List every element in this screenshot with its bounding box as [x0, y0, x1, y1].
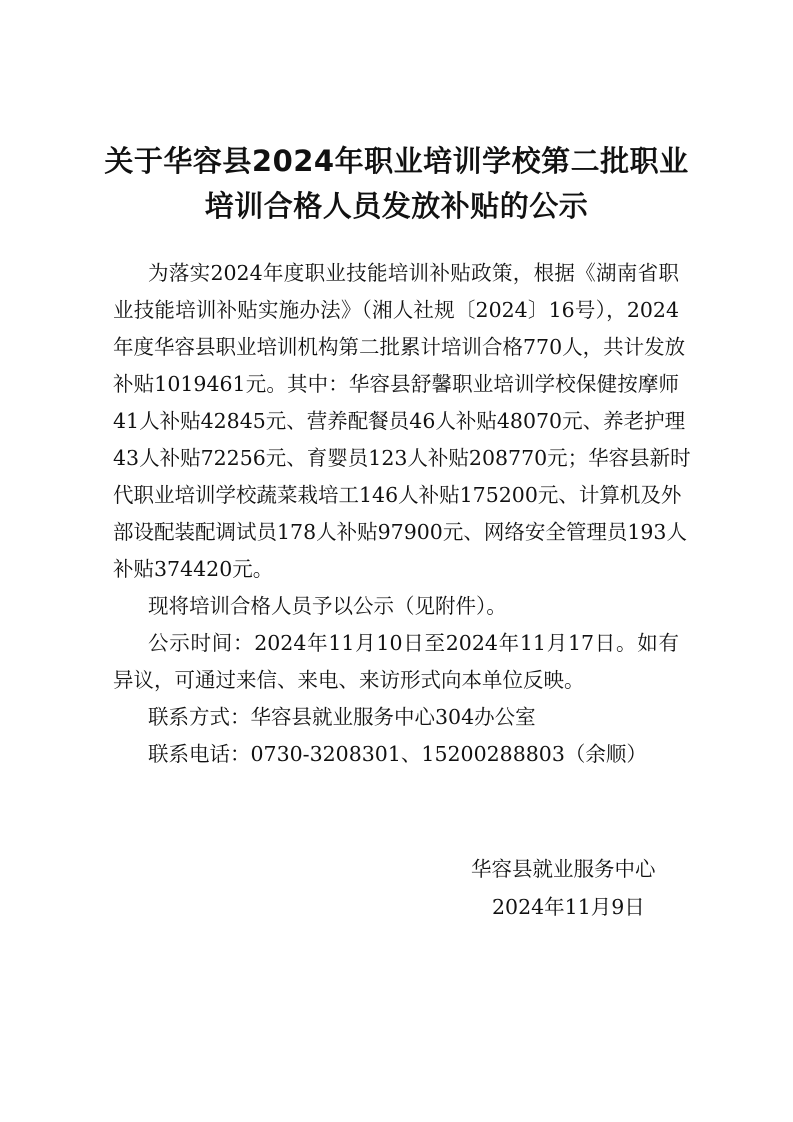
body-paragraph-1-line-5: 41人补贴42845元、营养配餐员46人补贴48070元、养老护理 [113, 409, 686, 433]
body-paragraph-1-line-9: 补贴374420元。 [113, 557, 274, 581]
body-paragraph-1-line-1: 为落实2024年度职业技能培训补贴政策，根据《湖南省职 [148, 261, 679, 285]
body-paragraph-1-line-7: 代职业培训学校蔬菜栽培工146人补贴175200元、计算机及外 [113, 483, 682, 507]
body-paragraph-1-line-8: 部设配装配调试员178人补贴97900元、网络安全管理员193人 [113, 520, 687, 544]
signature-date: 2024年11月9日 [492, 895, 645, 919]
document-title-line-2: 培训合格人员发放补贴的公示 [204, 189, 589, 223]
body-paragraph-3-line-2: 异议，可通过来信、来电、来访形式向本单位反映。 [113, 668, 585, 692]
signature-organization: 华容县就业服务中心 [471, 857, 656, 881]
body-paragraph-1-line-6: 43人补贴72256元、育婴员123人补贴208770元；华容县新时 [113, 446, 691, 470]
body-paragraph-1-line-4: 补贴1019461元。其中：华容县舒馨职业培训学校保健按摩师 [113, 372, 679, 396]
body-paragraph-2: 现将培训合格人员予以公示（见附件）。 [148, 594, 507, 618]
contact-method: 联系方式：华容县就业服务中心304办公室 [148, 705, 536, 729]
body-paragraph-1-line-2: 业技能培训补贴实施办法》（湘人社规〔2024〕16号），2024 [113, 298, 679, 322]
body-paragraph-3-line-1: 公示时间：2024年11月10日至2024年11月17日。如有 [148, 631, 679, 655]
contact-phone: 联系电话：0730-3208301、15200288803（余顺） [148, 742, 647, 766]
document-title-line-1: 关于华容县2024年职业培训学校第二批职业 [104, 144, 689, 178]
body-paragraph-1-line-3: 年度华容县职业培训机构第二批累计培训合格770人，共计发放 [113, 335, 686, 359]
